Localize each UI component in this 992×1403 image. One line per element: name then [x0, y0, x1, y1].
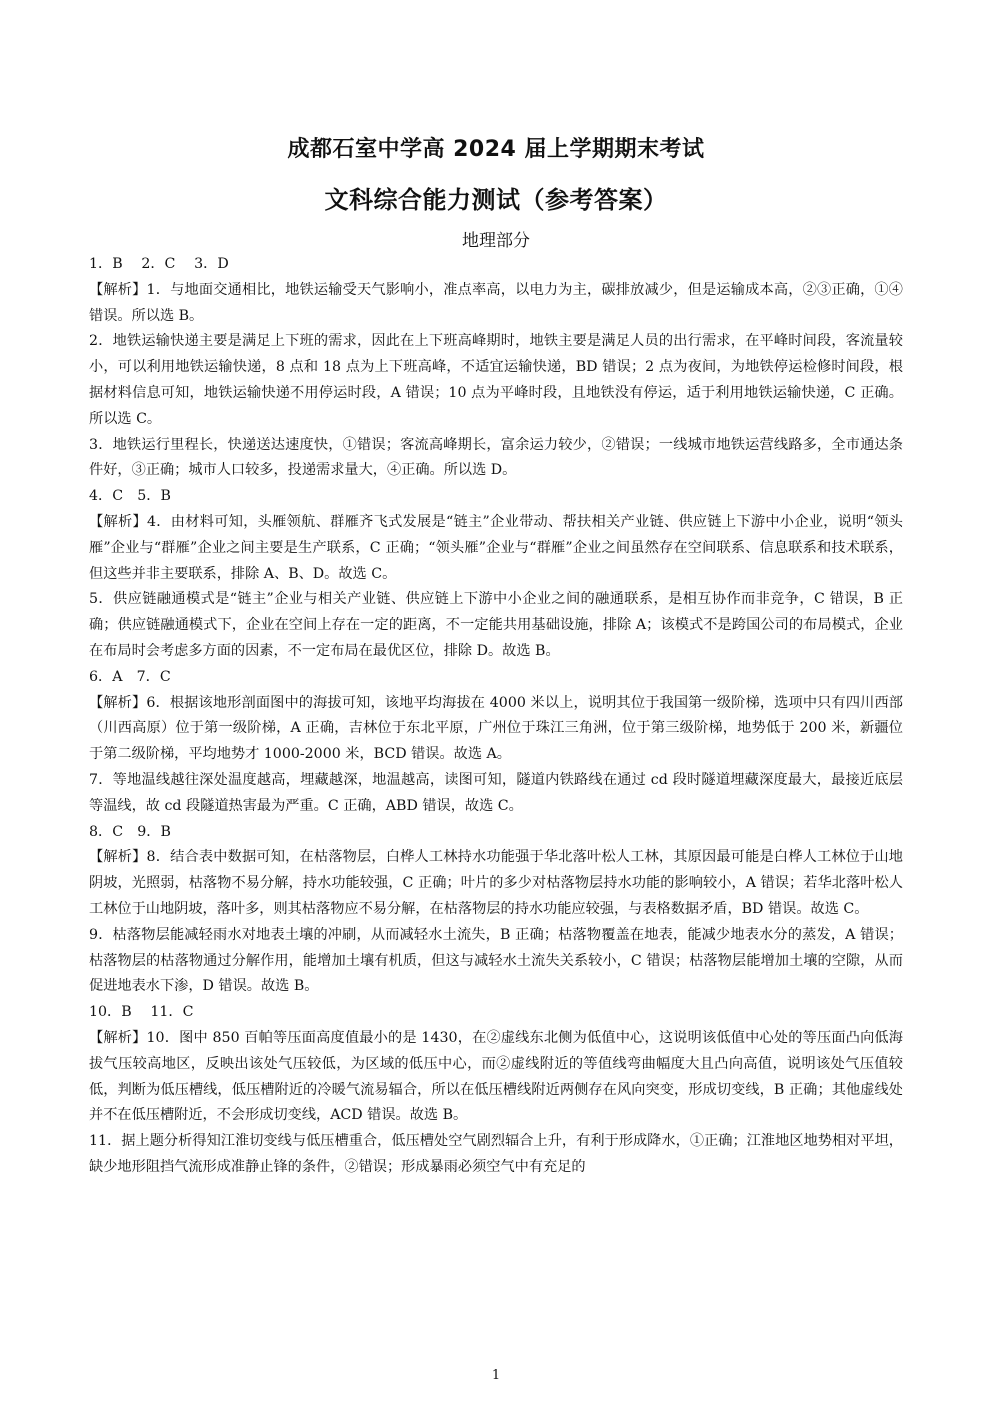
page-number: 1 [491, 1368, 501, 1383]
explanation-paragraph: 【解析】1．与地面交通相比，地铁运输受天气影响小，准点率高，以电力为主，碳排放减少，但是运输成本高，②③正确，①④错误。所以选 B。 [89, 281, 903, 324]
explanation-paragraph: 5．供应链融通模式是“链主”企业与相关产业链、供应链上下游中小企业之间的融通联系，是相互协作而非竞争，C 错误，B 正确；供应链融通模式下，企业在空间上存在一定的距离，不一定能共用基础设施，排除 A；该模式不是跨国公司的布局模式，企业在布局时会考虑多方面的因素，不一定布局在最优区位，排除 D。故选 B。 [89, 591, 903, 659]
explanation-paragraph: 【解析】8．结合表中数据可知，在枯落物层，白桦人工林持水功能强于华北落叶松人工林，其原因最可能是白桦人工林位于山地阴坡，光照弱，枯落物不易分解，持水功能较强，C 正确；叶片的多少对枯落物层持水功能的影响较小，A 错误；若华北落叶松人工林位于山地阴坡，落叶多，则其枯落物应不易分解，在枯落物层的持水功能应较强，与表格数据矛盾，BD 错误。故选 C。 [89, 849, 903, 917]
answer-line: 4．C 5．B [89, 488, 171, 505]
explanation-paragraph: 7．等地温线越往深处温度越高，埋藏越深，地温越高，读图可知，隧道内铁路线在通过 cd 段时隧道埋藏深度最大，最接近底层等温线，故 cd 段隧道热害最为严重。C 正确，ABD 错误，故选 C。 [89, 771, 903, 814]
explanation-paragraph: 【解析】4．由材料可知，头雁领航、群雁齐飞式发展是“链主”企业带动、帮扶相关产业链、供应链上下游中小企业，说明“领头雁”企业与“群雁”企业之间主要是生产联系，C 正确；“领头雁”企业与“群雁”企业之间虽然存在空间联系、信息联系和技术联系，但这些并非主要联系，排除 A、B、D。故选 C。 [89, 513, 903, 582]
explanation-paragraph: 2．地铁运输快递主要是满足上下班的需求，因此在上下班高峰期时，地铁主要是满足人员的出行需求，在平峰时间段，客流量较小，可以利用地铁运输快递，8 点和 18 点为上下班高峰，不适宜运输快递，BD 错误；2 点为夜间，为地铁停运检修时间段，根据材料信息可知，地铁运输快递不用停运时段，A 错误；10 点为平峰时段，且地铁没有停运，适于利用地铁运输快递，C 正确。所以选 C。 [89, 333, 903, 427]
document-title: 成都石室中学高 2024 届上学期期末考试 [287, 137, 705, 162]
answer-line: 6．A 7．C [89, 668, 171, 685]
answer-line: 10．B 11．C [89, 1004, 194, 1021]
explanation-paragraph: 9．枯落物层能减轻雨水对地表土壤的冲刷，从而减轻水土流失，B 正确；枯落物覆盖在地表，能减少地表水分的蒸发，A 错误；枯落物层的枯落物通过分解作用，能增加土壤有机质，但这与减轻水土流失关系较小，C 错误；枯落物层能增加土壤的空隙，从而促进地表水下渗，D 错误。故选 B。 [89, 926, 903, 995]
answer-line: 8．C 9．B [89, 823, 171, 840]
explanation-paragraph: 11．据上题分析得知江淮切变线与低压槽重合，低压槽处空气剧烈辐合上升，有利于形成降水，①正确；江淮地区地势相对平坦，缺少地形阻挡气流形成准静止锋的条件，②错误；形成暴雨必须空气中有充足的 [89, 1133, 903, 1175]
section-heading: 地理部分 [462, 231, 530, 251]
answer-line: 1．B 2．C 3．D [89, 256, 229, 272]
explanation-paragraph: 3．地铁运行里程长，快递送达速度快，①错误；客流高峰期长，富余运力较少，②错误；一线城市地铁运营线路多，全市通达条件好，③正确；城市人口较多，投递需求量大，④正确。所以选 D。 [89, 436, 903, 479]
explanation-paragraph: 【解析】10．图中 850 百帕等压面高度值最小的是 1430，在②虚线东北侧为低值中心，这说明该低值中心处的等压面凸向低海拔气压较高地区，反映出该处气压较低，为区域的低压中心，而②虚线附近的等值线弯曲幅度大且凸向高值，说明该处气压值较低，判断为低压槽线，低压槽附近的冷暖气流易辐合，所以在低压槽线附近两侧存在风向突变，形成切变线，B 正确；其他虚线处并不在低压槽附近，不会形成切变线，ACD 错误。故选 B。 [89, 1029, 903, 1124]
explanation-paragraph: 【解析】6．根据该地形剖面图中的海拔可知，该地平均海拔在 4000 米以上，说明其位于我国第一级阶梯，选项中只有四川西部（川西高原）位于第一级阶梯，A 正确，吉林位于东北平原，广州位于珠江三角洲，位于第三级阶梯，地势低于 200 米，新疆位于第二级阶梯，平均地势才 1000-2000 米，BCD 错误。故选 A。 [89, 694, 903, 763]
answer-body [89, 252, 903, 1181]
document-subtitle: 文科综合能力测试（参考答案） [324, 186, 668, 214]
